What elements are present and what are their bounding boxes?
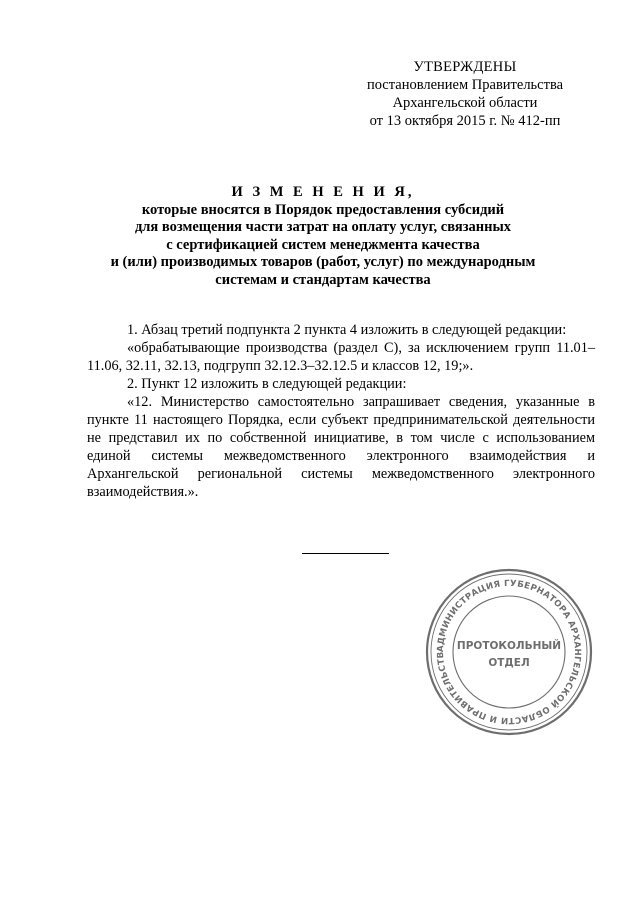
svg-text:ОТДЕЛ: ОТДЕЛ [488, 657, 530, 669]
paragraph-4: «12. Министерство самостоятельно запрашивает сведения, указанные в пункте 11 настоящего Порядка, если субъект предпринимательской деятельности не представил их по собственной инициативе, в том числе с использованием единой системы межведомственного электронного взаимодействия и Архангельской региональной системы межведомственного электронного взаимодействия.». [87, 394, 595, 500]
paragraph-1: 1. Абзац третий подпункта 2 пункта 4 изложить в следующей редакции: [127, 322, 567, 338]
paragraph-3: 2. Пункт 12 изложить в следующей редакции: [127, 376, 407, 392]
approval-line-1: постановлением Правительства [366, 77, 564, 93]
stamp-seal [424, 567, 594, 737]
heading-title: И З М Е Н Е Н И Я, [231, 184, 415, 200]
paragraph-2: «обрабатывающие производства (раздел С), за исключением групп 11.01–11.06, 32.11, 32.13, подгрупп 32.12.3–32.12.5 и классов 12, 19;». [87, 340, 595, 374]
approval-line-3: от 13 октября 2015 г. № 412-пп [369, 113, 561, 129]
approval-title: УТВЕРЖДЕНЫ [413, 59, 517, 75]
heading-line-3: с сертификацией систем менеджмента качества [166, 236, 480, 253]
heading-line-4: и (или) производимых товаров (работ, услуг) по международным [110, 254, 536, 270]
separator-line [302, 553, 389, 554]
heading-line-5: системам и стандартам качества [215, 271, 431, 288]
document-heading [80, 184, 566, 289]
heading-line-1: которые вносятся в Порядок предоставления субсидий [141, 201, 505, 218]
heading-line-2: для возмещения части затрат на оплату услуг, связанных [134, 219, 512, 235]
svg-text:АДМИНИСТРАЦИЯ ГУБЕРНАТОРА АРХА: АДМИНИСТРАЦИЯ ГУБЕРНАТОРА АРХАНГЕЛЬСКОЙ ОБЛАСТИ И ПРАВИТЕЛЬСТВ [435, 578, 583, 726]
document-body [87, 321, 595, 501]
svg-text:ПРОТОКОЛЬНЫЙ: ПРОТОКОЛЬНЫЙ [456, 640, 562, 652]
approval-block [340, 58, 590, 130]
approval-line-2: Архангельской области [392, 95, 538, 111]
official-stamp [424, 567, 594, 737]
